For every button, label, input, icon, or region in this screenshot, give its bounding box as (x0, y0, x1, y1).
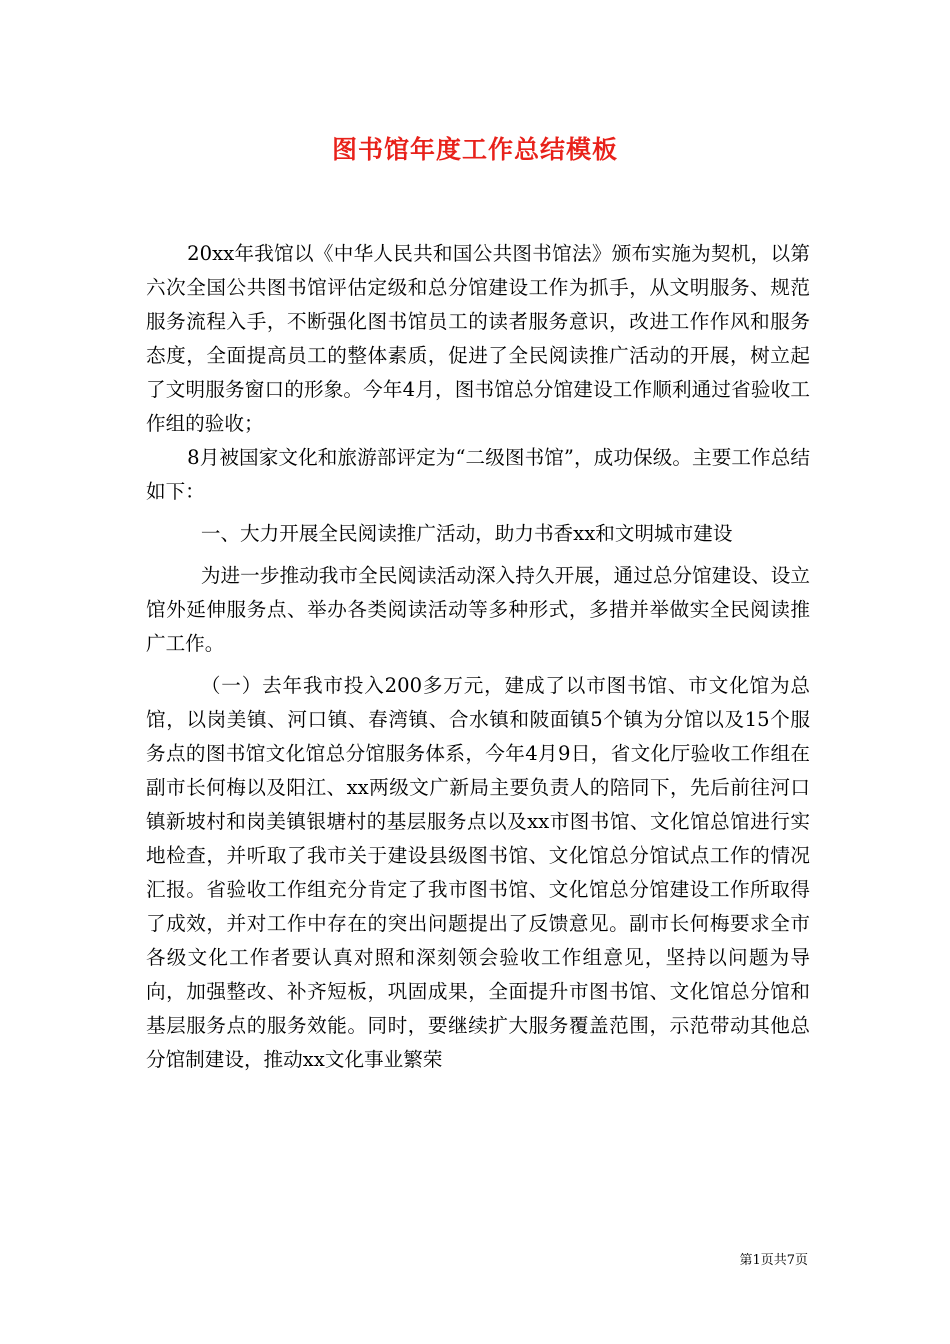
paragraph-section-1-intro: 为进一步推动我市全民阅读活动深入持久开展，通过总分馆建设、设立馆外延伸服务点、举办各类阅读活动等多种形式，多措并举做实全民阅读推广工作。 (146, 564, 810, 655)
page-number: 第1页共7页 (739, 1253, 808, 1268)
paragraph-subsection-1: （一）去年我市投入200多万元，建成了以市图书馆、市文化馆为总馆，以岗美镇、河口镇、春湾镇、合水镇和陂面镇5个镇为分馆以及15个服务点的图书馆文化馆总分馆服务体系，今年4月9日，省文化厅验收工作组在副市长何梅以及阳江、xx两级文广新局主要负责人的陪同下，先后前往河口镇新坡村和岗美镇银塘村的基层服务点以及xx市图书馆、文化馆总馆进行实地检查，并听取了我市关于建设县级图书馆、文化馆总分馆试点工作的情况汇报。省验收工作组充分肯定了我市图书馆、文化馆总分馆建设工作所取得了成效，并对工作中存在的突出问题提出了反馈意见。副市长何梅要求全市各级文化工作者要认真对照和深刻领会验收工作组意见，坚持以问题为导向，加强整改、补齐短板，巩固成果，全面提升市图书馆、文化馆总分馆和基层服务点的服务效能。同时，要继续扩大服务覆盖范围，示范带动其他总分馆制建设，推动xx文化事业繁荣 (146, 674, 810, 1071)
section-heading-1: 一、大力开展全民阅读推广活动，助力书香xx和文明城市建设 (200, 522, 733, 545)
document-body (146, 237, 810, 1077)
paragraph-rating: 8月被国家文化和旅游部评定为“二级图书馆”，成功保级。主要工作总结如下： (146, 446, 810, 503)
document-title: 图书馆年度工作总结模板 (331, 135, 618, 164)
paragraph-intro: 20xx年我馆以《中华人民共和国公共图书馆法》颁布实施为契机，以第六次全国公共图书馆评估定级和总分馆建设工作为抓手，从文明服务、规范服务流程入手，不断强化图书馆员工的读者服务意识，改进工作作风和服务态度，全面提高员工的整体素质，促进了全民阅读推广活动的开展，树立起了文明服务窗口的形象。今年4月，图书馆总分馆建设工作顺利通过省验收工作组的验收； (146, 242, 810, 435)
